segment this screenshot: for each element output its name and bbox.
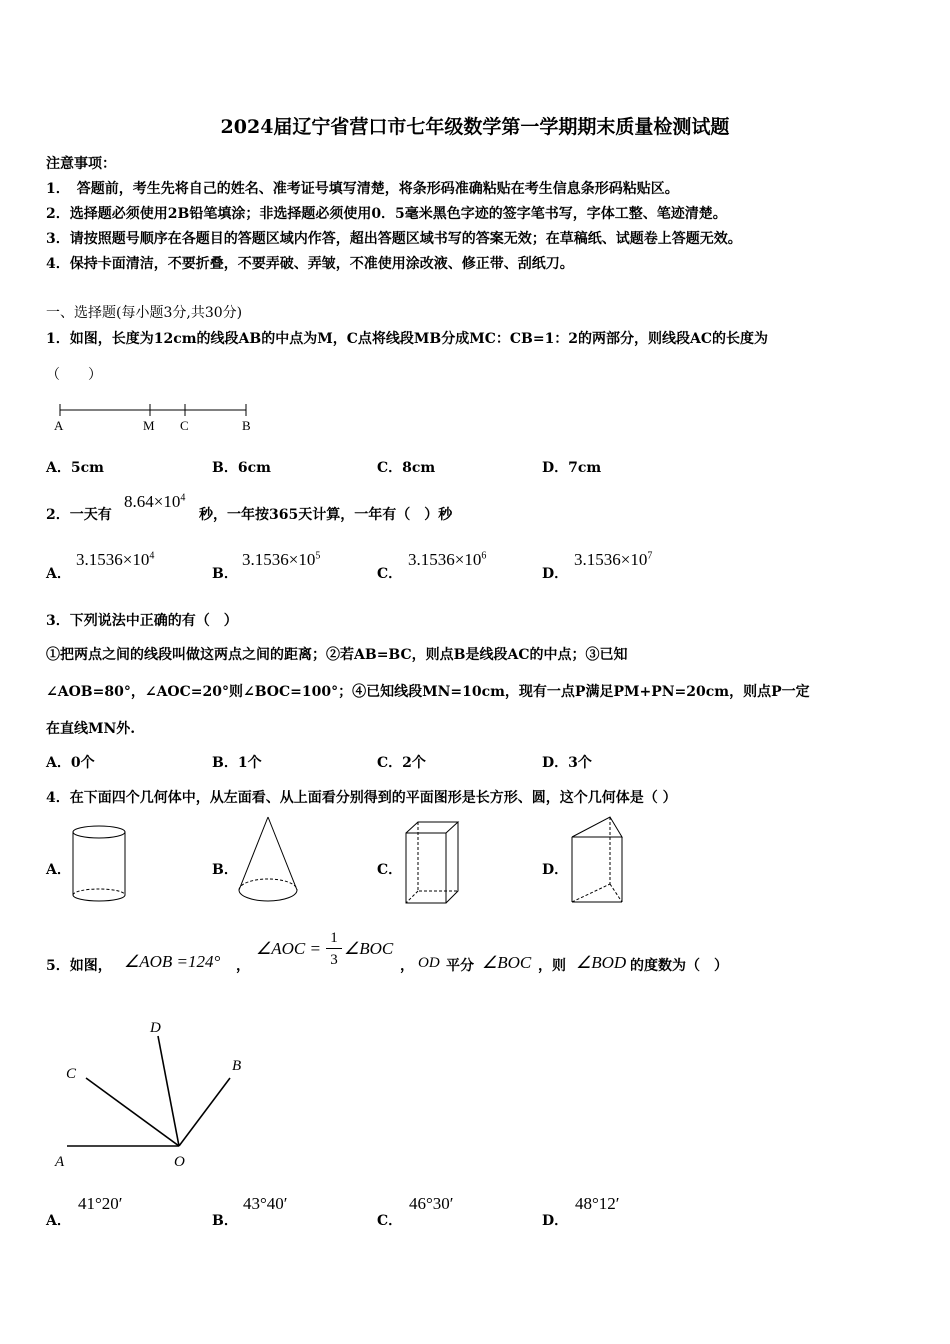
q5-option-a-label[interactable]: A． bbox=[46, 1213, 71, 1229]
q2-option-d-value[interactable]: $3.1536\times 10^7$ bbox=[574, 550, 653, 569]
q3-statements: ∠AOB=80°，∠AOC=20°则∠BOC=100°；④已知线段MN=10cm，现有一点P满足PM+PN=20cm，则点P一定 bbox=[46, 684, 810, 700]
q5-option-c-value[interactable]: 46°30′ bbox=[409, 1194, 454, 1213]
prism-figure bbox=[570, 814, 630, 906]
point-label: B bbox=[232, 1058, 242, 1074]
q3-option-b[interactable]: B．1个 bbox=[212, 755, 262, 771]
cone-figure bbox=[236, 814, 302, 906]
q3-statements: 在直线MN外. bbox=[46, 721, 136, 737]
q5-aob: ∠AOB =124° bbox=[124, 952, 221, 971]
q4-stem: 4．在下面四个几何体中，从左面看、从上面看分别得到的平面图形是长方形、圆，这个几何体是（ ） bbox=[46, 790, 677, 806]
q5-option-b-value[interactable]: 43°40′ bbox=[243, 1194, 288, 1213]
q5-aoc-left: ∠AOC = bbox=[256, 939, 321, 958]
notice-item: 1． 答题前，考生先将自己的姓名、准考证号填写清楚，将条形码准确粘贴在考生信息条形码粘贴区。 bbox=[46, 181, 679, 197]
q2-value: $8.64\times 10^4$ bbox=[124, 492, 186, 511]
point-label: C bbox=[180, 418, 189, 433]
q2-option-b-value[interactable]: $3.1536\times 10^5$ bbox=[242, 550, 321, 569]
q4-option-b[interactable]: B． bbox=[212, 862, 238, 878]
q3-option-c[interactable]: C．2个 bbox=[377, 755, 426, 771]
cylinder-figure bbox=[70, 822, 130, 906]
q5-bod: ∠BOD bbox=[576, 953, 627, 972]
q5-frac-den: 3 bbox=[330, 952, 338, 968]
q5-mid2: ，则 bbox=[538, 958, 566, 974]
q5-prefix: 5．如图， bbox=[46, 958, 112, 974]
q5-option-d-label[interactable]: D． bbox=[542, 1213, 569, 1229]
q2-option-a-value[interactable]: $3.1536\times 10^4$ bbox=[76, 550, 155, 569]
q5-option-c-label[interactable]: C． bbox=[377, 1213, 403, 1229]
q3-stem: 3．下列说法中正确的有（ ） bbox=[46, 613, 238, 629]
q3-option-a[interactable]: A．0个 bbox=[46, 755, 95, 771]
q5-option-d-value[interactable]: 48°12′ bbox=[575, 1194, 620, 1213]
notice-item: 4．保持卡面清洁，不要折叠，不要弄破、弄皱，不准使用涂改液、修正带、刮纸刀。 bbox=[46, 256, 574, 272]
q1-option-d[interactable]: D．7cm bbox=[542, 460, 602, 476]
q2-option-d-label[interactable]: D． bbox=[542, 566, 569, 582]
q5-mid: 平分 bbox=[446, 958, 474, 974]
q5-boc: ∠BOC bbox=[482, 953, 532, 972]
q5-aoc-right: ∠BOC bbox=[344, 939, 394, 958]
point-label: C bbox=[66, 1066, 77, 1082]
q1-segment-figure bbox=[50, 400, 270, 436]
q3-statements: ①把两点之间的线段叫做这两点之间的距离；②若AB=BC，则点B是线段AC的中点；③已知 bbox=[46, 647, 628, 663]
q4-option-c[interactable]: C． bbox=[377, 862, 403, 878]
page-title: 2024届辽宁省营口市七年级数学第一学期期末质量检测试题 bbox=[220, 116, 730, 138]
point-label: B bbox=[242, 418, 251, 433]
section-heading: 一、选择题(每小题3分,共30分) bbox=[46, 305, 243, 321]
q5-od: OD bbox=[418, 955, 440, 971]
q5-frac-bar bbox=[326, 948, 342, 949]
q4-option-d[interactable]: D． bbox=[542, 862, 569, 878]
q5-suffix: 的度数为（ ） bbox=[630, 958, 728, 974]
q2-option-c-value[interactable]: $3.1536\times 10^6$ bbox=[408, 550, 487, 569]
q5-angle-figure bbox=[50, 1012, 260, 1172]
point-label: O bbox=[174, 1154, 185, 1170]
q5-sep: ， bbox=[236, 958, 250, 974]
q4-option-a[interactable]: A． bbox=[46, 862, 71, 878]
q5-option-a-value[interactable]: 41°20′ bbox=[78, 1194, 123, 1213]
notice-item: 3．请按照题号顺序在各题目的答题区域内作答，超出答题区域书写的答案无效；在草稿纸、试题卷上答题无效。 bbox=[46, 231, 742, 247]
q1-blank: （ ） bbox=[46, 367, 102, 383]
q5-sep: ， bbox=[400, 958, 414, 974]
q3-option-d[interactable]: D．3个 bbox=[542, 755, 592, 771]
q2-option-c-label[interactable]: C． bbox=[377, 566, 403, 582]
q2-suffix: 秒，一年按365天计算，一年有（ ）秒 bbox=[199, 507, 453, 523]
point-label: D bbox=[150, 1020, 161, 1036]
q5-option-b-label[interactable]: B． bbox=[212, 1213, 238, 1229]
q2-option-a-label[interactable]: A． bbox=[46, 566, 71, 582]
q2-option-b-label[interactable]: B． bbox=[212, 566, 238, 582]
notice-heading: 注意事项： bbox=[46, 156, 116, 172]
cuboid-figure bbox=[404, 820, 464, 906]
q1-option-b[interactable]: B．6cm bbox=[212, 460, 271, 476]
notice-item: 2．选择题必须使用2B铅笔填涂；非选择题必须使用0．5毫米黑色字迹的签字笔书写，字体工整、笔迹清楚。 bbox=[46, 206, 727, 222]
q5-frac-num: 1 bbox=[330, 930, 338, 946]
q1-option-a[interactable]: A．5cm bbox=[46, 460, 104, 476]
q2-prefix: 2．一天有 bbox=[46, 507, 112, 523]
point-label: A bbox=[54, 418, 64, 433]
q1-option-c[interactable]: C．8cm bbox=[377, 460, 436, 476]
point-label: M bbox=[143, 418, 155, 433]
point-label: A bbox=[55, 1154, 65, 1170]
q1-stem: 1．如图，长度为12cm的线段AB的中点为M，C点将线段MB分成MC：CB=1：2的两部分，则线段AC的长度为 bbox=[46, 331, 769, 347]
